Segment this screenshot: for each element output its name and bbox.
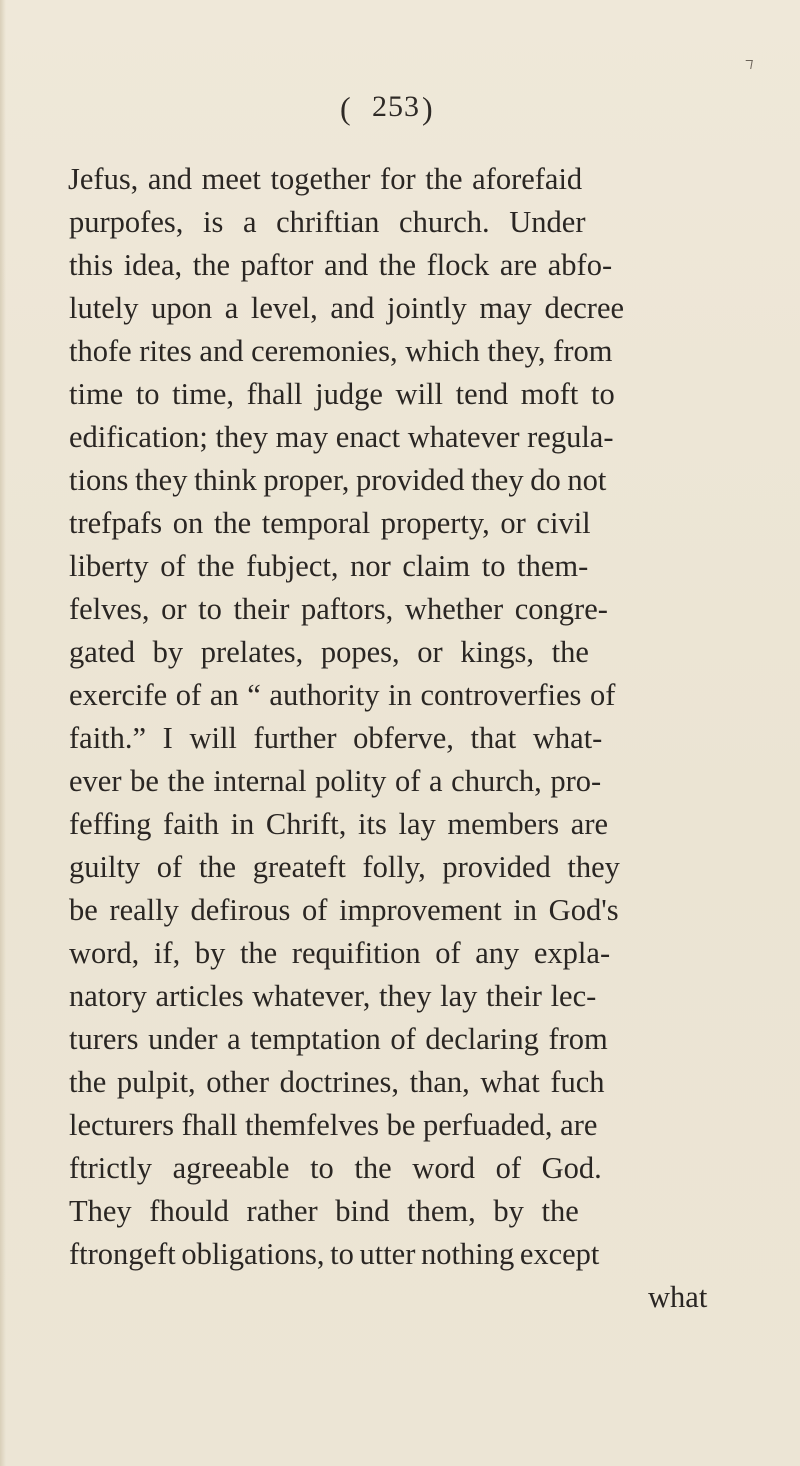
- text-line: exercife of an “ authority in controverfies of: [69, 678, 616, 712]
- text-line: feffing faith in Chrift, its lay members are: [69, 807, 609, 841]
- text-line: edification; they may enact whatever regula-: [69, 420, 614, 454]
- text-line: be really defirous of improvement in God's: [69, 893, 619, 927]
- page-number-paren-close: ): [422, 90, 434, 126]
- text-line: ftrictly agreeable to the word of God.: [69, 1151, 602, 1185]
- text-line: this idea, the paftor and the flock are abfo-: [69, 248, 613, 282]
- text-line: ever be the internal polity of a church, pro-: [69, 764, 602, 798]
- text-line: gated by prelates, popes, or kings, the: [69, 635, 589, 669]
- text-line: liberty of the fubject, nor claim to them-: [69, 549, 589, 583]
- text-line: word, if, by the requifition of any expla-: [69, 936, 611, 970]
- text-line: ftrongeft obligations, to utter nothing except: [69, 1237, 600, 1271]
- page-number-paren-open: (: [340, 90, 352, 126]
- text-line: They fhould rather bind them, by the: [69, 1194, 579, 1228]
- text-line: thofe rites and ceremonies, which they, from: [69, 334, 613, 368]
- text-line: lutely upon a level, and jointly may decree: [69, 291, 625, 325]
- text-line: Jefus, and meet together for the aforefaid: [68, 162, 583, 196]
- text-line: trefpafs on the temporal property, or civil: [69, 506, 591, 540]
- text-line: tions they think proper, provided they do not: [69, 463, 607, 497]
- text-line: lecturers fhall themfelves be perfuaded, are: [69, 1108, 598, 1142]
- text-line: guilty of the greateft folly, provided they: [69, 850, 620, 884]
- page-number: 253: [372, 90, 420, 123]
- text-line: faith.” I will further obferve, that what-: [69, 721, 603, 755]
- text-line: natory articles whatever, they lay their lec-: [69, 979, 597, 1013]
- text-line: purpofes, is a chriftian church. Under: [69, 205, 586, 239]
- text-line: the pulpit, other doctrines, than, what fuch: [69, 1065, 605, 1099]
- text-line: turers under a temptation of declaring from: [69, 1022, 608, 1056]
- text-line: felves, or to their paftors, whether congre-: [69, 592, 608, 626]
- catchword: what: [648, 1280, 708, 1314]
- text-line: time to time, fhall judge will tend moft to: [69, 377, 615, 411]
